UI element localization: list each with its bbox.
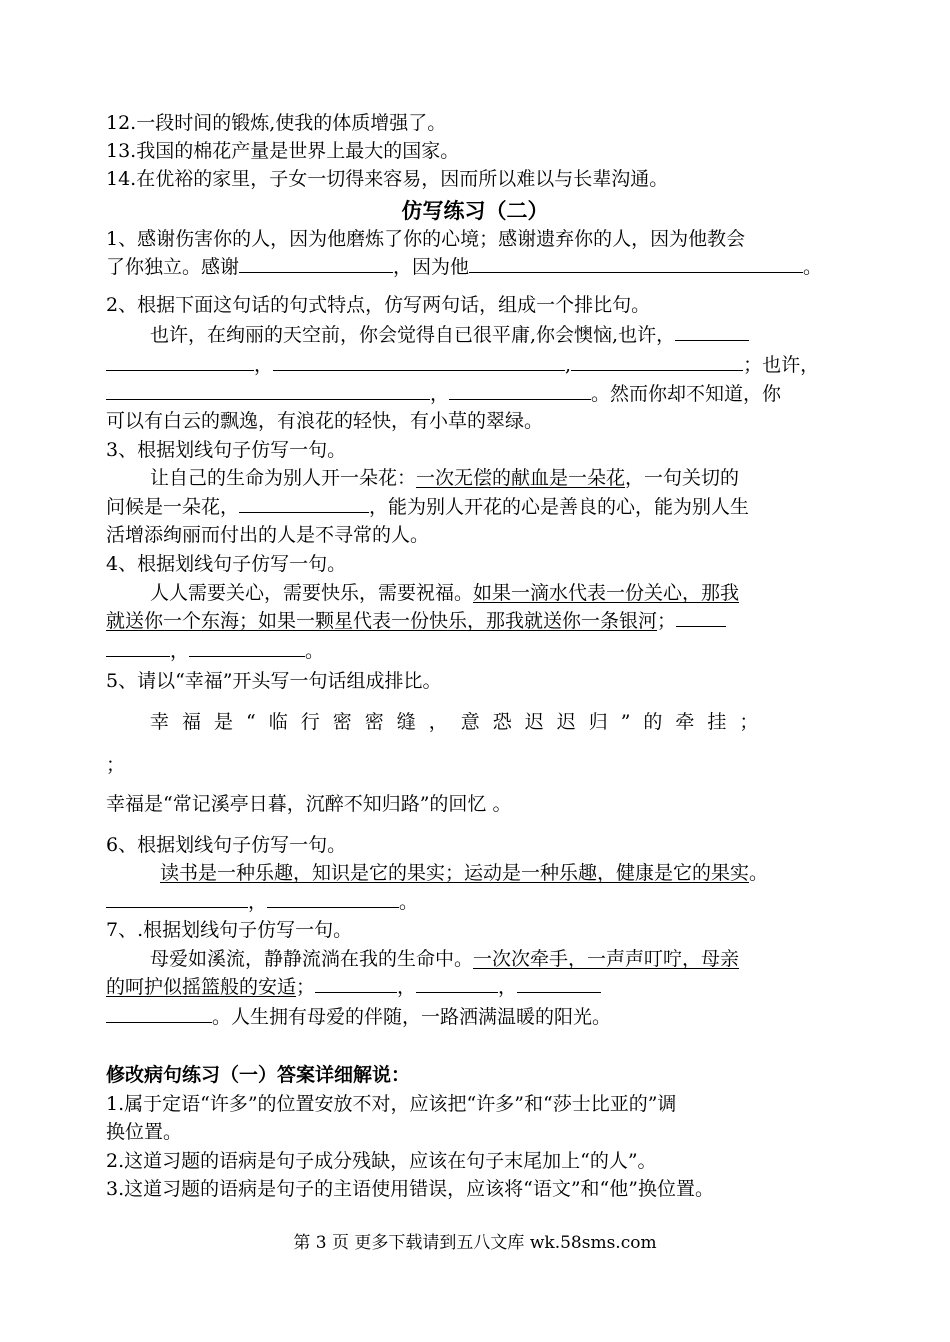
answers-title: 修改病句练习（一）答案详细解说： — [106, 1064, 411, 1086]
q1-blank-1[interactable] — [239, 254, 393, 273]
q5-line1: 幸福是“临行密密缝，意恐迟迟归”的牵挂； — [150, 711, 772, 733]
q3-line3: 活增添绚丽而付出的人是不寻常的人。 — [106, 524, 430, 546]
q6-intro: 6、根据划线句子仿写一句。 — [106, 834, 347, 856]
q1-text-c: 。 — [803, 256, 823, 278]
q7-blank-3[interactable] — [517, 974, 601, 993]
q6-underlined-sentence: 读书是一种乐趣，知识是它的果实；运动是一种乐趣，健康是它的果实 — [160, 862, 750, 884]
q4-text-b: ； — [657, 610, 677, 632]
page-footer: 第 3 页 更多下载请到五八文库 wk.58sms.com — [293, 1233, 657, 1253]
q4-blank-2[interactable] — [106, 638, 170, 657]
q6-line2 — [106, 889, 846, 915]
q7-blank-4[interactable] — [106, 1004, 212, 1023]
q2-line3 — [106, 381, 846, 407]
q2-blank-1[interactable] — [675, 322, 749, 341]
q2-line2 — [106, 352, 846, 378]
q3-line2 — [106, 494, 846, 520]
q2-blank-6[interactable] — [128, 381, 430, 400]
q5-line3: 幸福是“常记溪亭日暮，沉醉不知归路”的回忆 。 — [106, 793, 512, 815]
q4-text-a: 人人需要关心，需要快乐，需要祝福。 — [150, 582, 474, 604]
q7-intro: 7、.根据划线句子仿写一句。 — [106, 919, 353, 941]
q3-text-c: 问候是一朵花， — [106, 496, 240, 518]
sentence-14: 14.在优裕的家里，子女一切得来容易，因而所以难以与长辈沟通。 — [106, 168, 669, 190]
q6-blank-2[interactable] — [267, 889, 399, 908]
q7-underlined-2: 的呵护似摇篮般的安适 — [106, 976, 297, 998]
q4-blank-1[interactable] — [676, 608, 726, 627]
q4-text-d: 。 — [305, 640, 325, 662]
q4-blank-3[interactable] — [189, 638, 305, 657]
q2-blank-4[interactable] — [571, 352, 743, 371]
q6-line1 — [106, 860, 890, 886]
sentence-12: 12.一段时间的锻炼,使我的体质增强了。 — [106, 112, 447, 134]
q7-blank-1[interactable] — [315, 974, 397, 993]
q6-text-b: ， — [248, 891, 268, 913]
q1-text-a: 了你独立。感谢 — [106, 256, 240, 278]
q1-line1: 1、感谢伤害你的人，因为他磨炼了你的心境；感谢遗弃你的人，因为他教会 — [106, 228, 746, 250]
q2-sep-3: ， — [430, 383, 450, 405]
q2-text-1: 也许，在绚丽的天空前，你会觉得自已很平庸,你会懊恼,也许， — [150, 324, 676, 346]
q3-text-b: ，一句关切的 — [625, 467, 740, 489]
answer-3: 3.这道习题的语病是句子的主语使用错误，应该将“语文”和“他”换位置。 — [106, 1178, 714, 1200]
q3-intro: 3、根据划线句子仿写一句。 — [106, 439, 347, 461]
q2-blank-7[interactable] — [449, 381, 591, 400]
q2-text-3: 。然而你却不知道，你 — [591, 383, 782, 405]
q7-text-e: 。人生拥有母爱的伴随，一路洒满温暖的阳光。 — [212, 1006, 612, 1028]
q5-line2: ； — [106, 754, 126, 776]
q7-text-d: ， — [498, 976, 518, 998]
q7-line2 — [106, 974, 846, 1000]
answer-1-line1: 1.属于定语“许多”的位置安放不对，应该把“许多”和“莎士比亚的”调 — [106, 1093, 677, 1115]
q7-text-a: 母爱如溪流，静静流淌在我的生命中。 — [150, 948, 474, 970]
q7-line3 — [106, 1004, 846, 1030]
answer-1-line2: 换位置。 — [106, 1121, 183, 1143]
q6-blank-1[interactable] — [106, 889, 248, 908]
q3-text-a: 让自己的生命为别人开一朵花： — [150, 467, 417, 489]
q6-text-a: 。 — [749, 862, 769, 884]
sentence-13: 13.我国的棉花产量是世界上最大的国家。 — [106, 140, 460, 162]
q4-intro: 4、根据划线句子仿写一句。 — [106, 553, 347, 575]
q4-line2 — [106, 608, 846, 634]
answer-2: 2.这道习题的语病是句子成分残缺，应该在句子末尾加上“的人”。 — [106, 1150, 657, 1172]
q2-text-2: ；也许， — [743, 354, 820, 376]
q2-intro: 2、根据下面这句话的句式特点，仿写两句话，组成一个排比句。 — [106, 294, 651, 316]
q3-blank[interactable] — [239, 494, 369, 513]
q7-blank-2[interactable] — [416, 974, 498, 993]
q1-line2 — [106, 254, 846, 280]
q1-blank-2[interactable] — [469, 254, 803, 273]
q6-text-c: 。 — [399, 891, 419, 913]
q2-blank-5[interactable] — [106, 381, 128, 400]
q7-text-c: ， — [397, 976, 417, 998]
q3-line1 — [106, 465, 890, 491]
q4-line3 — [106, 638, 846, 664]
q3-underlined-sentence: 一次无偿的献血是一朵花 — [416, 467, 626, 489]
q7-underlined-1: 一次次牵手，一声声叮咛，母亲 — [473, 948, 740, 970]
section-title: 仿写练习（二） — [401, 199, 549, 223]
q4-underlined-2: 就送你一个东海；如果一颗星代表一份快乐，那我就送你一条银河 — [106, 610, 658, 632]
q7-text-b: ； — [296, 976, 316, 998]
q3-text-d: ，能为别人开花的心是善良的心，能为别人生 — [369, 496, 750, 518]
q4-underlined-1: 如果一滴水代表一份关心，那我 — [473, 582, 740, 604]
q5-intro: 5、请以“幸福”开头写一句话组成排比。 — [106, 670, 442, 692]
q2-line1 — [106, 322, 890, 348]
q2-blank-3[interactable] — [273, 352, 565, 371]
q4-line1 — [106, 580, 890, 606]
q7-line1 — [106, 946, 890, 972]
q2-sep-1: ， — [254, 354, 274, 376]
q2-sep-2: , — [565, 354, 572, 376]
q1-text-b: ，因为他 — [393, 256, 470, 278]
q4-text-c: ， — [170, 640, 190, 662]
q2-line4: 可以有白云的飘逸，有浪花的轻快，有小草的翠绿。 — [106, 410, 544, 432]
q2-blank-2[interactable] — [106, 352, 254, 371]
